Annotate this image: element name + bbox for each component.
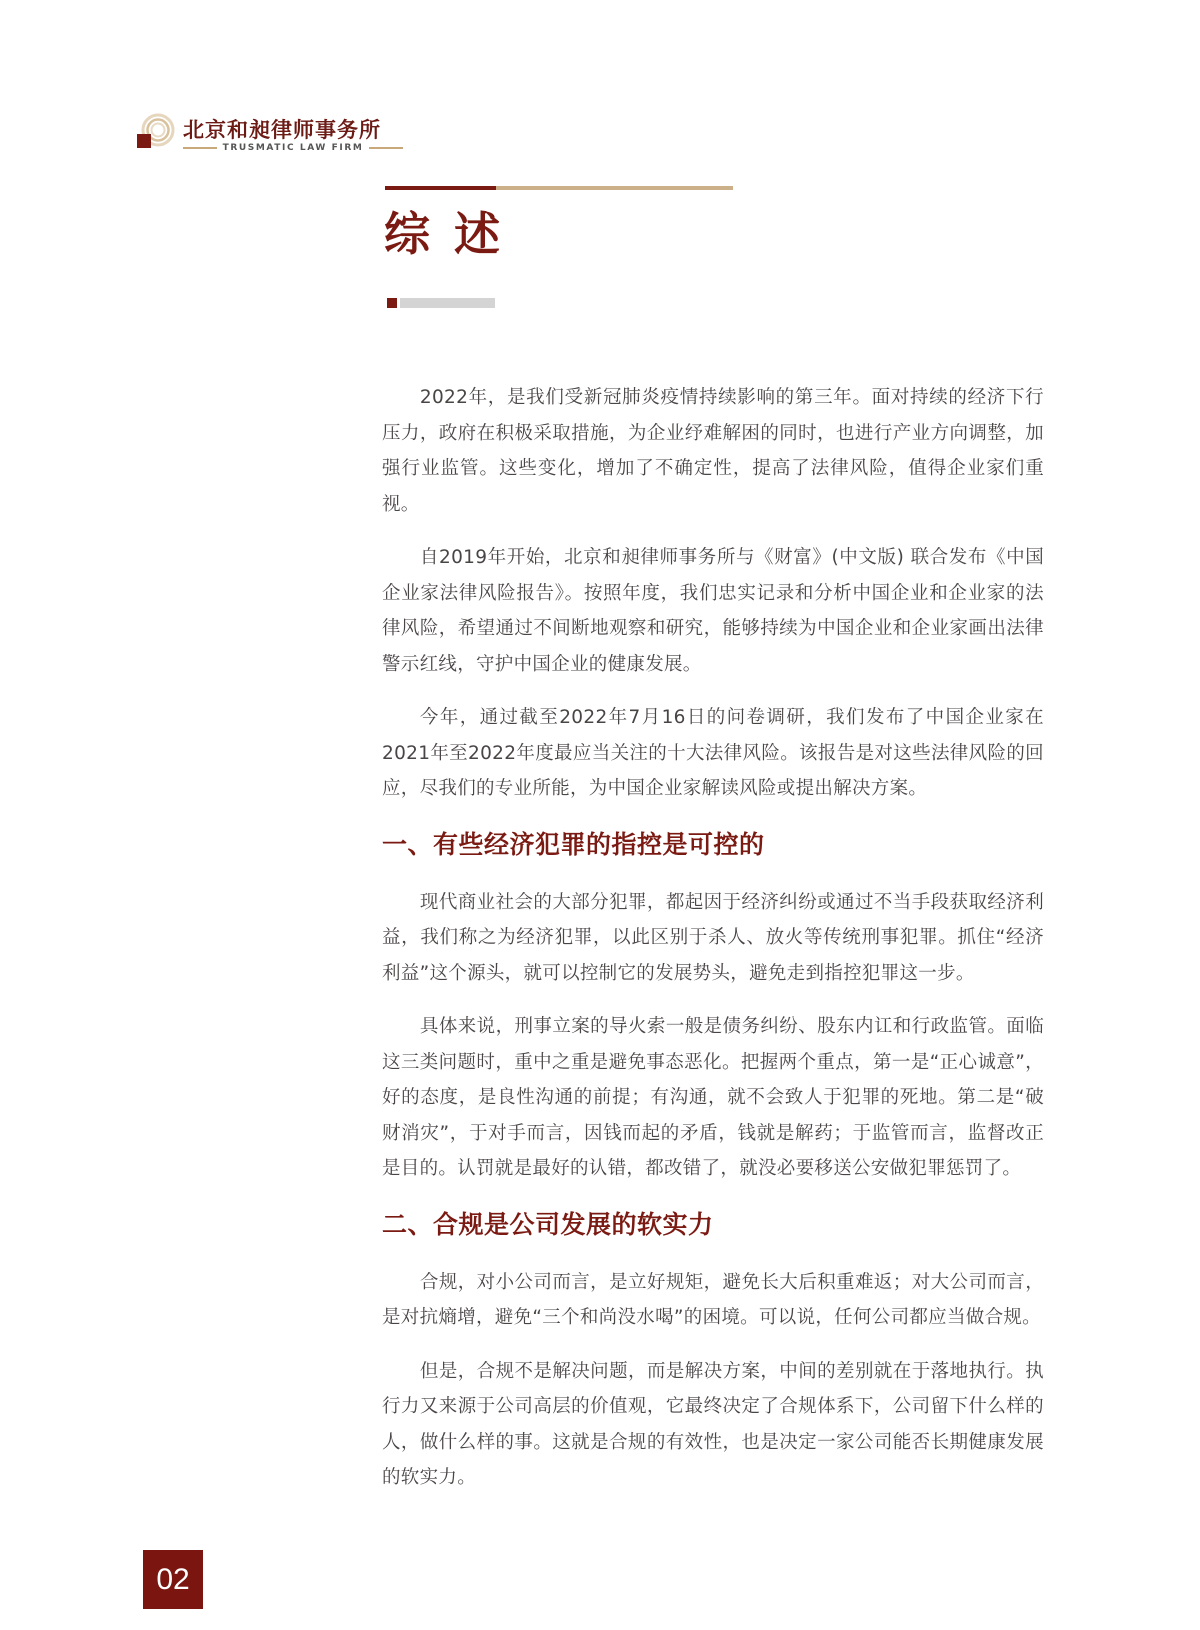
page-number-badge: 02 bbox=[143, 1550, 203, 1609]
title-underline-marker bbox=[387, 298, 495, 308]
section-heading: 一、有些经济犯罪的指控是可控的 bbox=[382, 829, 765, 859]
section-heading: 二、合规是公司发展的软实力 bbox=[382, 1209, 714, 1239]
firm-name-en-row bbox=[183, 142, 403, 154]
section-paragraph: 现代商业社会的大部分犯罪，都起因于经济纠纷或通过不当手段获取经济利益，我们称之为经济犯罪，以此区别于杀人、放火等传统刑事犯罪。抓住“经济利益”这个源头，就可以控制它的发展势头，避免走到指控犯罪这一步。 bbox=[382, 891, 1044, 984]
rule-red-segment bbox=[385, 186, 496, 190]
article-body bbox=[382, 380, 1044, 1514]
logo-divider-left bbox=[183, 147, 217, 149]
intro-paragraph: 2022年，是我们受新冠肺炎疫情持续影响的第三年。面对持续的经济下行压力，政府在积极采取措施，为企业纾难解困的同时，也进行产业方向调整，加强行业监管。这些变化，增加了不确定性，提高了法律风险，值得企业家们重视。 bbox=[382, 387, 1044, 515]
firm-name-en: TRUSMATIC LAW FIRM bbox=[222, 143, 364, 153]
intro-paragraph: 今年，通过截至2022年7月16日的问卷调研，我们发布了中国企业家在2021年至2022年度最应当关注的十大法律风险。该报告是对这些法律风险的回应，尽我们的专业所能，为中国企业家解读风险或提出解决方案。 bbox=[382, 707, 1044, 799]
section-paragraph: 但是，合规不是解决问题，而是解决方案，中间的差别就在于落地执行。执行力又来源于公司高层的价值观，它最终决定了合规体系下，公司留下什么样的人，做什么样的事。这就是合规的有效性，也是决定一家公司能否长期健康发展的软实力。 bbox=[382, 1360, 1044, 1488]
marker-square bbox=[387, 298, 397, 308]
marker-bar bbox=[400, 298, 495, 308]
concentric-arcs-with-square-icon bbox=[137, 112, 175, 150]
section-paragraph: 具体来说，刑事立案的导火索一般是债务纠纷、股东内讧和行政监管。面临这三类问题时，重中之重是避免事态恶化。把握两个重点，第一是“正心诚意”，好的态度，是良性沟通的前提；有沟通，就不会致人于犯罪的死地。第二是“破财消灾”，于对手而言，因钱而起的矛盾，钱就是解药；于监管而言，监督改正是目的。认罚就是最好的认错，都改错了，就没必要移送公安做犯罪惩罚了。 bbox=[382, 1016, 1044, 1179]
rule-tan-segment bbox=[496, 186, 733, 190]
section-paragraph: 合规，对小公司而言，是立好规矩，避免长大后积重难返；对大公司而言，是对抗熵增，避免“三个和尚没水喝”的困境。可以说，任何公司都应当做合规。 bbox=[382, 1271, 1044, 1328]
title-top-rule bbox=[385, 186, 733, 190]
logo-divider-right bbox=[369, 147, 403, 149]
firm-logo bbox=[137, 110, 407, 155]
firm-name-cn: 北京和昶律师事务所 bbox=[183, 118, 381, 142]
page-title: 综 述 bbox=[384, 207, 505, 261]
intro-paragraph: 自2019年开始，北京和昶律师事务所与《财富》(中文版) 联合发布《中国企业家法律风险报告》。按照年度，我们忠实记录和分析中国企业和企业家的法律风险，希望通过不间断地观察和研究，能够持续为中国企业和企业家画出法律警示红线，守护中国企业的健康发展。 bbox=[382, 547, 1044, 675]
